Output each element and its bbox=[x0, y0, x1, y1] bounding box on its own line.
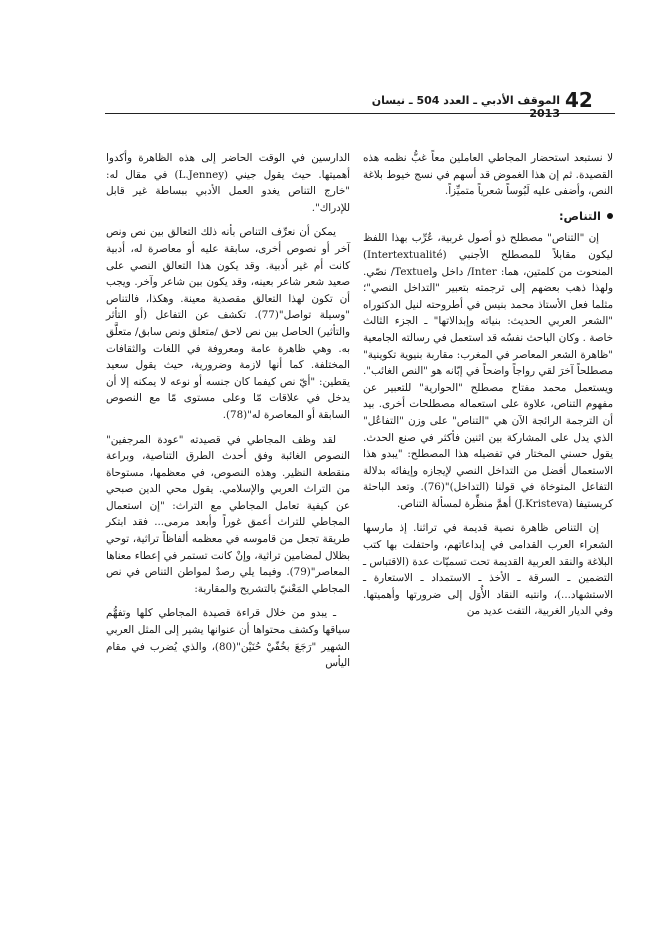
paragraph: يمكن أن نعرِّف التناص بأنه ذلك التعالق بين نص ونص آخر أو نصوص أخرى، سابقة عليه أو معاصرة له، أدبية كانت أم غير أدبية. وقد يكون هذا التعالق النصي على صعيد شعر شاعر بعينه، وقد يكون بين شاعر وآخر. ويجب أن تكون لهذا التعالق مقصدية معينة. وهكذا، فالتناص "وسيلة تواصل"(77). تكشف عن التفاعل (أو التأثر والتأثير) الحاصل بين نص لاحق /متعلق ونص سابق/ متعلَّق به. وهي ظاهرة عامة ومعروفة في اللغات والثقافات المختلفة. كما أنها لازمة وضرورية، حيث يقول سعيد يقطين: "أيّ نص كيفما كان جنسه أو نوعه لا يمكنه إلا أن يدخل في علاقات مّا وعلى مستوى مّا مع النصوص السابقة أو المعاصرة له"(78). bbox=[106, 226, 350, 421]
header-rule bbox=[105, 113, 615, 114]
paragraph: الدارسين في الوقت الحاضر إلى هذه الظاهرة وأكدوا أهميتها. حيث يقول جيني (L.Jenney) في مقال له: "خارج التناص يغدو العمل الأدبي ببساطة غير قابل للإدراك". bbox=[106, 152, 350, 214]
section-heading bbox=[363, 208, 613, 225]
page-number: 42 bbox=[565, 88, 593, 112]
left-column bbox=[106, 150, 350, 680]
running-title: الموقف الأدبي ـ العدد 504 ـ نيسان 2013 bbox=[371, 94, 560, 120]
intro-paragraph: لا نستبعد استحضار المجاطي العاملين معاً غبُّ نظمه هذه القصيدة. ثم إن هذا الغموض قد أسهم في نسج خيوط بلاغة النص، وأضفى عليه لَبُوساً شعرياً متميِّزاً. bbox=[363, 152, 613, 198]
bullet-icon bbox=[607, 213, 613, 219]
page-header bbox=[0, 88, 661, 120]
paragraph: ـ يبدو من خلال قراءة قصيدة المجاطي كلها وتفهُّم سياقها وكشف محتواها أن عنوانها يشير إلى المثل العربي الشهير "رَجَعَ بخُفّيْ حُنَيْن"(80)، والذي يُضرب في مقام اليأس bbox=[106, 607, 350, 670]
paragraph: إن التناص ظاهرة نصية قديمة في تراثنا. إذ مارسها الشعراء العرب القدامى في إبداعاتهم، واحتفلت بها كتب البلاغة والنقد العربية القديمة تحت تسميّات عدة (الاقتباس ـ التضمين ـ السرقة ـ الأخذ ـ الاستمداد ـ الاستعارة ـ الاستشهاد...)، وانتبه النقاد الأُوَل إلى ضرورتها وأهميتها. وفي الديار الغربية، التفت عديد من bbox=[363, 522, 613, 618]
section-heading-text: التناص: bbox=[558, 208, 601, 223]
paragraph: إن "التناص" مصطلح ذو أصول غربية، عُرِّب بهذا اللفظ ليكون مقابلاً للمصطلح الأجنبي (Intertextualité) المنحوت من كلمتين، هما: Inter/ داخل وTextuel/ نصّي. ولهذا ذهب بعضهم إلى ترجمته بتعبير "التداخل النصي"؛ مثلما فعل الأستاذ محمد بنيس في أطروحته لنيل الدكتوراه "الشعر العربي الحديث: بنياته وإبدالاتها" ـ الجزء الثالث خاصة . وكان الباحث نفسُه قد استعمل في رسالته الجامعية "ظاهرة الشعر المعاصر في المغرب: مقاربة بنيوية تكوينية" مصطلحاً آخرَ لقي رواجاً واضحاً في إبّانه هو "النص الغائب". ويستعمل محمد مفتاح مصطلح "الحوارية" للتعبير عن مفهوم التناص، علاوة على استعماله مصطلحات أخرى. بيد أن الترجمة الرائجة الآن هي "التناص" على وزن "التفاعُل" الذي يدل على المشاركة بين اثنين فأكثر في صنع الحدث. يقول حسني المختار في تفضيله هذا المصطلح: "يبدو هذا الاستعمال أفضل من التداخل النصي لإيجازه وإيفائه بدلالة التفاعل المتوخاة في قولنا (التداخل)"(76). وتعد الباحثة كريستيفا (J.Kristeva) أهمَّ منظِّرة لمسألة التناص. bbox=[363, 232, 613, 510]
paragraph: لقد وظف المجاطي في قصيدته "عودة المرجفين" النصوص الغائبة وفق أحدث الطرق التناصية، وبراعة منقطعة النظير. وهذه النصوص، في معظمها، مستوحاة من التراث العربي والإسلامي. يقول محي الدين صبحي عن كيفية تعامل المجاطي مع التراث: "إن استعمال المجاطي للتراث أعمق غوراً وأبعد مرمى... فقد ابتكر طريقة تجعل من قاموسه في معظمه ألفاظاً تراثية، توحي بظلال لمضامين تراثية، وإنْ كانت تستمر في إعطاء معناها المعاصر"(79). وفيما يلي رصدٌ لمواطن التناص في نص المجاطي المَعْنيّ بالتشريح والمقاربة: bbox=[106, 433, 350, 595]
right-column bbox=[363, 150, 613, 628]
